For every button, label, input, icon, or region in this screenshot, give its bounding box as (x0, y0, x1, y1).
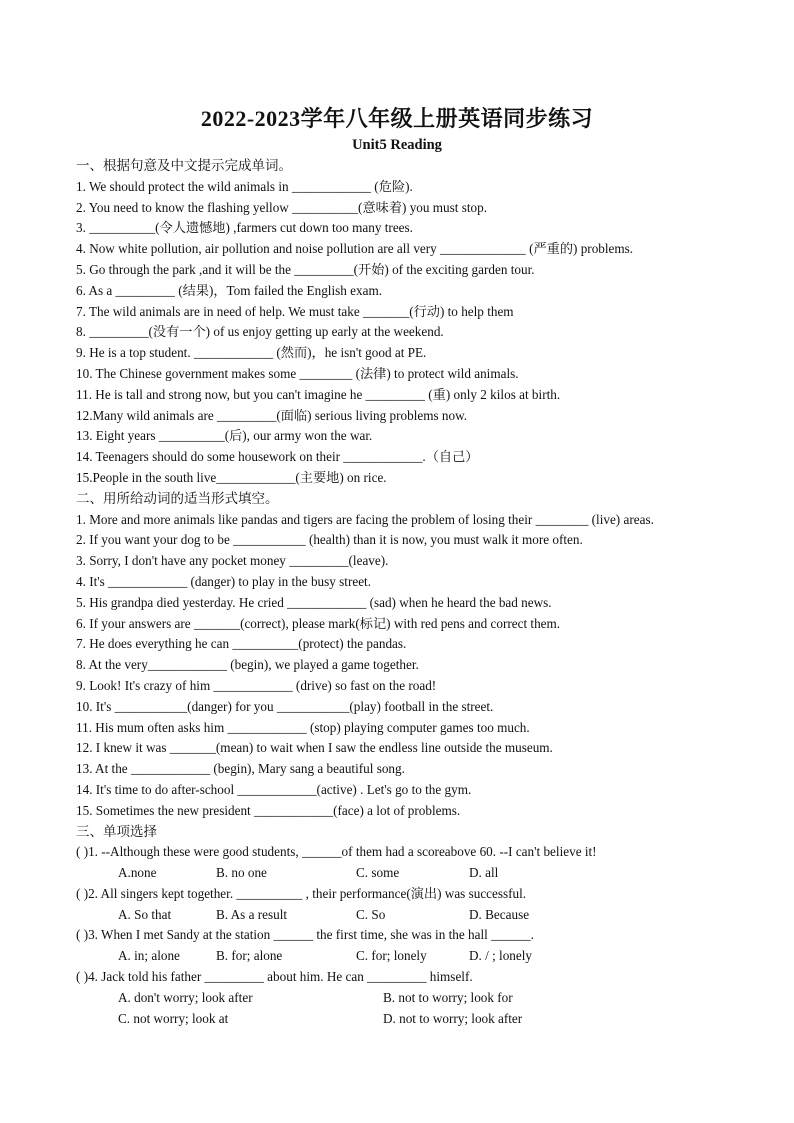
option-a: A. don't worry; look after (118, 989, 253, 1005)
option-d: D. not to worry; look after (383, 1010, 523, 1026)
part1-item: 8. _________(没有一个) of us enjoy getting up early at the weekend. (76, 324, 444, 340)
part1-item: 11. He is tall and strong now, but you can't imagine he _________ (重) only 2 kilos at birth. (76, 386, 561, 402)
part1-item: 3. __________(令人遗憾地) ,farmers cut down too many trees. (76, 220, 413, 236)
part2-item: 2. If you want your dog to be ___________ (health) than it is now, you must walk it more often. (76, 532, 583, 548)
part2-item: 8. At the very____________ (begin), we played a game together. (76, 657, 419, 673)
mc-options-4a (76, 988, 756, 1009)
option-a: A. So that (118, 906, 172, 922)
part2-item: 4. It's ____________ (danger) to play in the busy street. (76, 573, 372, 589)
option-b: B. no one (216, 865, 267, 881)
option-d: D. all (469, 865, 499, 881)
part2-item: 7. He does everything he can __________(protect) the pandas. (76, 636, 407, 652)
part1-item: 5. Go through the park ,and it will be the _________(开始) of the exciting garden tour. (76, 261, 535, 277)
option-b: B. for; alone (216, 948, 283, 964)
part1-item: 2. You need to know the flashing yellow __________(意味着) you must stop. (76, 199, 487, 215)
part1-item: 10. The Chinese government makes some ________ (法律) to protect wild animals. (76, 365, 519, 381)
part1-item: 13. Eight years __________(后), our army won the war. (76, 428, 373, 444)
page-title: 2022-2023学年八年级上册英语同步练习 (200, 106, 594, 131)
option-c: C. some (356, 865, 400, 881)
part2-item: 15. Sometimes the new president ____________(face) a lot of problems. (76, 802, 461, 818)
option-a: A.none (118, 865, 157, 881)
mc-question-1: ( )1. --Although these were good students, ______of them had a scoreabove 60. --I can't believe it! (76, 844, 597, 860)
part2-item: 1. More and more animals like pandas and tigers are facing the problem of losing their ________ (live) areas. (76, 511, 654, 527)
mc-question-3: ( )3. When I met Sandy at the station ______ the first time, she was in the hall ______. (76, 927, 534, 943)
option-b: B. not to worry; look for (383, 989, 513, 1005)
part1-heading: 一、根据句意及中文提示完成单词。 (76, 158, 292, 173)
part2-item: 6. If your answers are _______(correct), please mark(标记) with red pens and correct them. (76, 615, 561, 631)
part2-item: 11. His mum often asks him ____________ (stop) playing computer games too much. (76, 719, 530, 735)
option-c: C. So (356, 906, 386, 922)
worksheet-body (76, 156, 756, 1029)
part1-item: 7. The wild animals are in need of help. We must take _______(行动) to help them (76, 303, 514, 319)
part2-item: 12. I knew it was _______(mean) to wait when I saw the endless line outside the museum. (76, 740, 553, 756)
mc-question-2: ( )2. All singers kept together. __________ , their performance(演出) was successful. (76, 885, 527, 901)
part2-item: 9. Look! It's crazy of him ____________ (drive) so fast on the road! (76, 677, 437, 693)
option-a: A. in; alone (118, 948, 180, 964)
option-b: B. As a result (216, 906, 288, 922)
part3-heading: 三、单项选择 (76, 823, 157, 839)
part2-item: 5. His grandpa died yesterday. He cried ____________ (sad) when he heard the bad news. (76, 594, 552, 610)
part1-item: 1. We should protect the wild animals in ____________ (危险). (76, 178, 413, 194)
part1-item: 6. As a _________ (结果)，Tom failed the English exam. (76, 282, 383, 298)
part2-item: 13. At the ____________ (begin), Mary sang a beautiful song. (76, 761, 405, 777)
part1-item: 9. He is a top student. ____________ (然而)，he isn't good at PE. (76, 345, 427, 361)
mc-options-2 (76, 905, 756, 926)
part2-heading: 二、用所给动词的适当形式填空。 (76, 490, 279, 506)
mc-question-4: ( )4. Jack told his father _________ about him. He can _________ himself. (76, 969, 473, 985)
page-subtitle: Unit5 Reading (352, 137, 442, 153)
mc-options-4b (76, 1009, 756, 1030)
option-c: C. for; lonely (356, 948, 427, 964)
part2-item: 3. Sorry, I don't have any pocket money _________(leave). (76, 553, 389, 569)
part1-item: 15.People in the south live____________(主要地) on rice. (76, 469, 387, 485)
option-d: D. Because (469, 906, 530, 922)
option-d: D. / ; lonely (469, 948, 533, 964)
part1-item: 12.Many wild animals are _________(面临) serious living problems now. (76, 407, 468, 423)
part2-item: 10. It's ___________(danger) for you ___________(play) football in the street. (76, 698, 494, 714)
part1-item: 4. Now white pollution, air pollution and noise pollution are all very _____________ (严重的) problems. (76, 241, 634, 257)
part1-item: 14. Teenagers should do some housework on their ____________.（自己） (76, 449, 479, 465)
option-c: C. not worry; look at (118, 1010, 229, 1026)
mc-options-3 (76, 946, 756, 967)
mc-options-1 (76, 863, 756, 884)
part2-item: 14. It's time to do after-school ____________(active) . Let's go to the gym. (76, 781, 472, 797)
